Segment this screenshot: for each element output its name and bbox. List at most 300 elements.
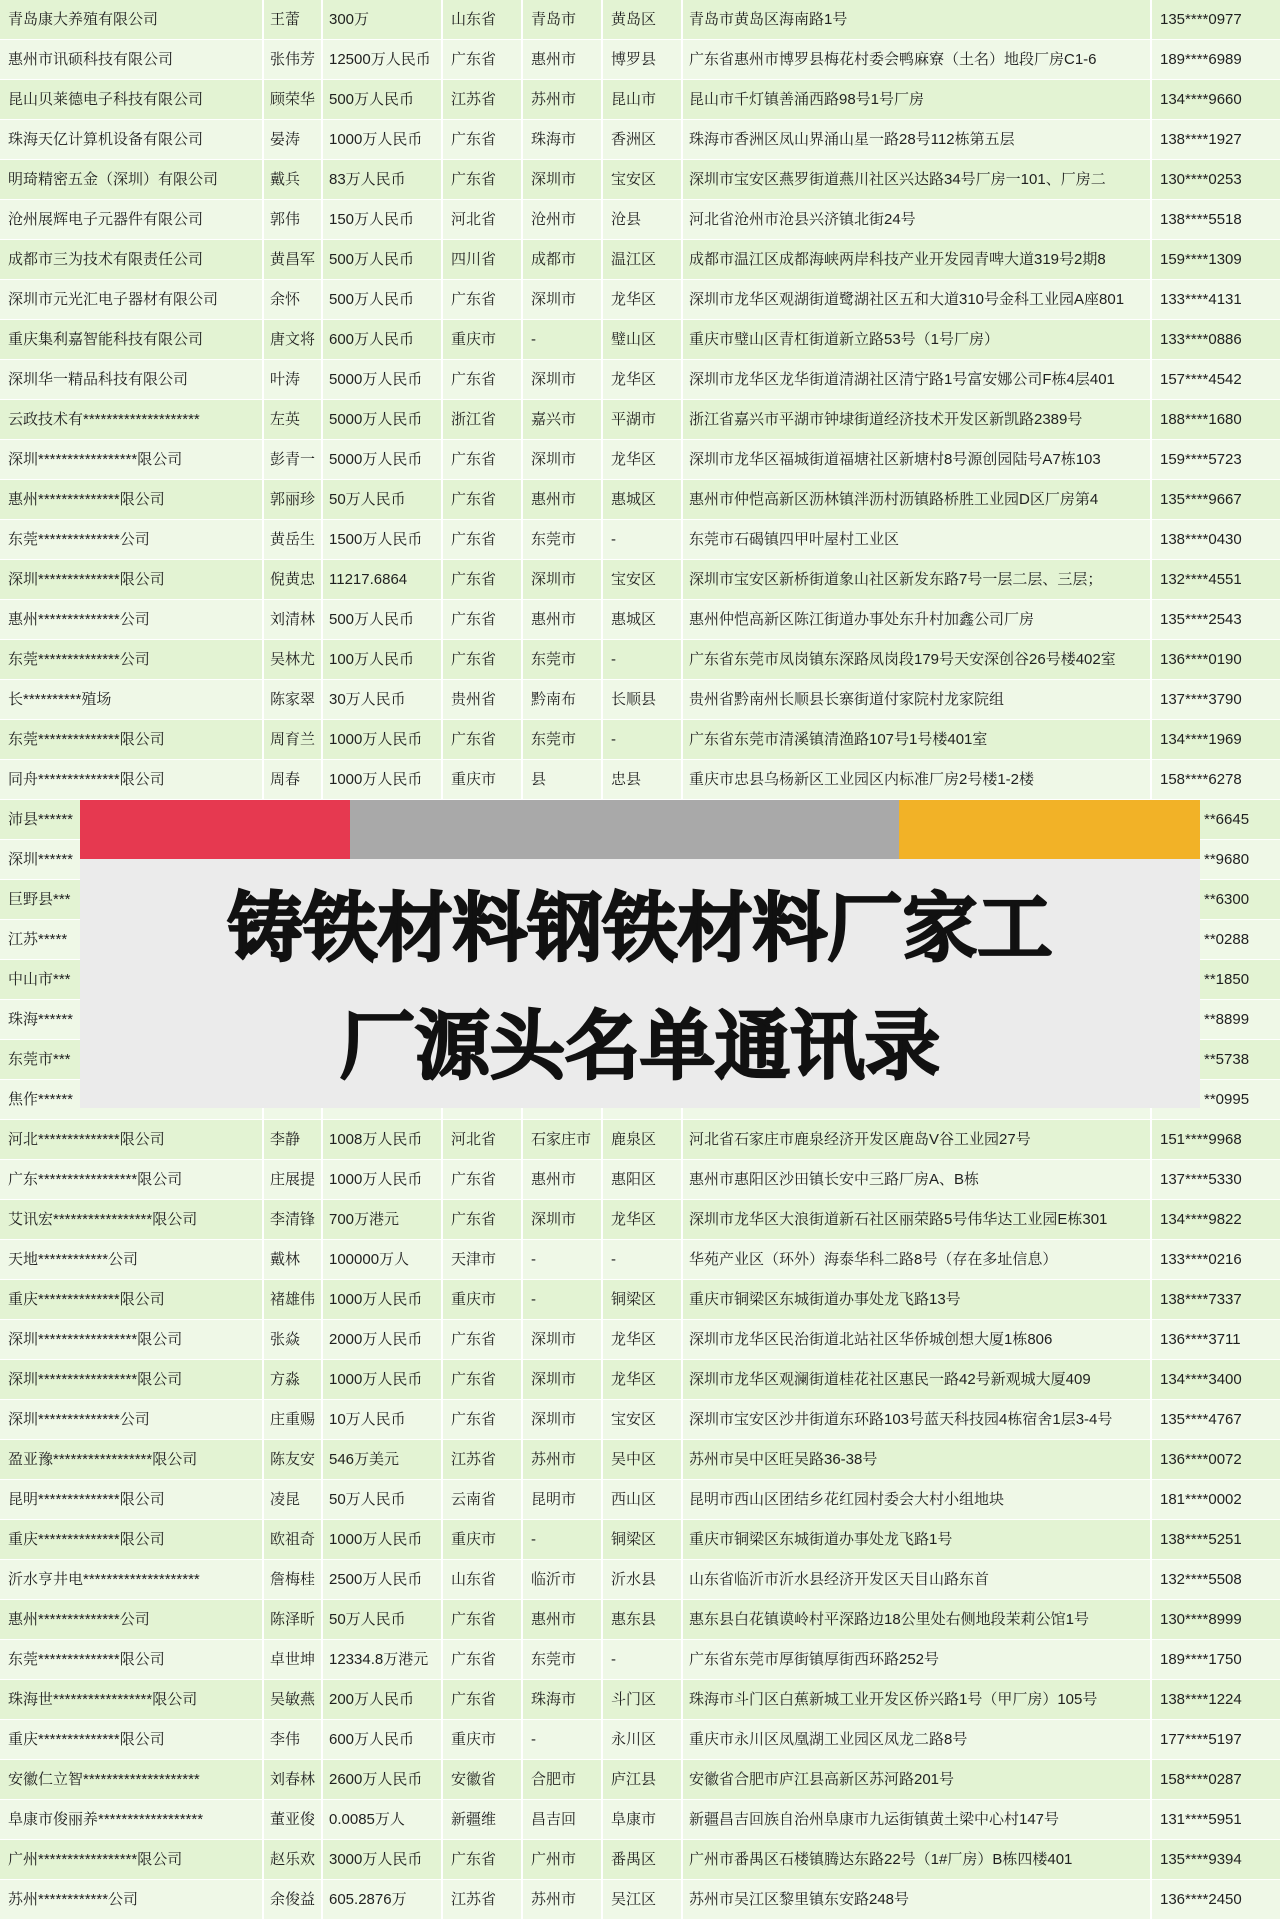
table-row	[0, 1480, 1280, 1520]
province-cell: 广东省	[443, 160, 523, 200]
district-cell: 沧县	[603, 200, 683, 240]
district-cell: 西山区	[603, 1480, 683, 1520]
table-row	[0, 1120, 1280, 1160]
company-cell: 同舟**************限公司	[0, 760, 264, 800]
city-cell: -	[523, 1720, 603, 1760]
table-row	[0, 560, 1280, 600]
province-cell: 广东省	[443, 520, 523, 560]
capital-cell: 1000万人民币	[323, 720, 443, 760]
address-cell: 新疆昌吉回族自治州阜康市九运街镇黄土梁中心村147号	[683, 1800, 1152, 1840]
district-cell: 宝安区	[603, 1400, 683, 1440]
company-cell: 惠州**************限公司	[0, 480, 264, 520]
address-cell: 重庆市璧山区青杠街道新立路53号（1号厂房）	[683, 320, 1152, 360]
city-cell: 深圳市	[523, 160, 603, 200]
company-cell: 安徽仁立智********************	[0, 1760, 264, 1800]
capital-cell: 50万人民币	[323, 1480, 443, 1520]
phone-cell: **9680	[1152, 840, 1280, 880]
city-cell: 深圳市	[523, 1360, 603, 1400]
province-cell: 广东省	[443, 600, 523, 640]
district-cell: 平湖市	[603, 400, 683, 440]
contact-cell: 方淼	[264, 1360, 323, 1400]
address-cell: 昆山市千灯镇善涌西路98号1号厂房	[683, 80, 1152, 120]
company-cell: 重庆集利嘉智能科技有限公司	[0, 320, 264, 360]
address-cell: 深圳市宝安区新桥街道象山社区新发东路7号一层二层、三层；	[683, 560, 1152, 600]
city-cell: 成都市	[523, 240, 603, 280]
phone-cell: 136****2450	[1152, 1880, 1280, 1920]
phone-cell: **6300	[1152, 880, 1280, 920]
address-cell: 东莞市石碣镇四甲叶屋村工业区	[683, 520, 1152, 560]
company-cell: 巨野县***	[0, 880, 264, 920]
contact-cell: 刘清林	[264, 600, 323, 640]
phone-cell: 138****1927	[1152, 120, 1280, 160]
address-cell: 广东省东莞市清溪镇清渔路107号1号楼401室	[683, 720, 1152, 760]
city-cell: 惠州市	[523, 1160, 603, 1200]
company-cell: 深圳华一精品科技有限公司	[0, 360, 264, 400]
district-cell: 斗门区	[603, 1680, 683, 1720]
city-cell: 深圳市	[523, 440, 603, 480]
contact-cell: 陈友安	[264, 1440, 323, 1480]
company-cell: 天地************公司	[0, 1240, 264, 1280]
address-cell: 河北省石家庄市鹿泉经济开发区鹿岛V谷工业园27号	[683, 1120, 1152, 1160]
table-row	[0, 1200, 1280, 1240]
table-row	[0, 120, 1280, 160]
phone-cell: **0288	[1152, 920, 1280, 960]
phone-cell: 158****0287	[1152, 1760, 1280, 1800]
contact-cell: 张伟芳	[264, 40, 323, 80]
phone-cell: 177****5197	[1152, 1720, 1280, 1760]
company-cell: 沛县******	[0, 800, 264, 840]
contact-cell: 黄昌军	[264, 240, 323, 280]
capital-cell: 2500万人民币	[323, 1560, 443, 1600]
contact-cell: 黄岳生	[264, 520, 323, 560]
address-cell: 深圳市龙华区龙华街道清湖社区清宁路1号富安娜公司F栋4层401	[683, 360, 1152, 400]
contact-cell: 晏涛	[264, 120, 323, 160]
province-cell: 江苏省	[443, 80, 523, 120]
table-row	[0, 760, 1280, 800]
city-cell: 昆明市	[523, 1480, 603, 1520]
city-cell: 惠州市	[523, 600, 603, 640]
city-cell: 县	[523, 760, 603, 800]
phone-cell: 135****0977	[1152, 0, 1280, 40]
company-cell: 焦作******	[0, 1080, 264, 1120]
table-row	[0, 1320, 1280, 1360]
title-line-2: 厂源头名单通讯录	[339, 1004, 940, 1088]
table-row	[0, 360, 1280, 400]
contact-cell: 王蕾	[264, 0, 323, 40]
phone-cell: 131****5951	[1152, 1800, 1280, 1840]
address-cell: 深圳市龙华区福城街道福塘社区新塘村8号源创园陆号A7栋103	[683, 440, 1152, 480]
district-cell: 铜梁区	[603, 1520, 683, 1560]
company-cell: 阜康市俊丽养******************	[0, 1800, 264, 1840]
capital-cell: 12334.8万港元	[323, 1640, 443, 1680]
city-cell: 黔南布	[523, 680, 603, 720]
table-row	[0, 280, 1280, 320]
address-cell: 珠海市香洲区凤山界涌山星一路28号112栋第五层	[683, 120, 1152, 160]
address-cell: 苏州市吴中区旺吴路36-38号	[683, 1440, 1152, 1480]
district-cell: 龙华区	[603, 1360, 683, 1400]
district-cell: 惠城区	[603, 600, 683, 640]
contact-cell: 顾荣华	[264, 80, 323, 120]
address-cell: 浙江省嘉兴市平湖市钟埭街道经济技术开发区新凯路2389号	[683, 400, 1152, 440]
phone-cell: 133****0886	[1152, 320, 1280, 360]
address-cell: 青岛市黄岛区海南路1号	[683, 0, 1152, 40]
company-cell: 沂水亨井电********************	[0, 1560, 264, 1600]
contact-cell: 彭青一	[264, 440, 323, 480]
phone-cell: 132****5508	[1152, 1560, 1280, 1600]
table-row	[0, 1280, 1280, 1320]
phone-cell: 138****7337	[1152, 1280, 1280, 1320]
company-cell: 东莞市***	[0, 1040, 264, 1080]
capital-cell: 546万美元	[323, 1440, 443, 1480]
address-cell: 惠州仲恺高新区陈江街道办事处东升村加鑫公司厂房	[683, 600, 1152, 640]
capital-cell: 11217.6864	[323, 560, 443, 600]
company-cell: 云政技术有********************	[0, 400, 264, 440]
district-cell: 惠阳区	[603, 1160, 683, 1200]
capital-cell: 600万人民币	[323, 320, 443, 360]
phone-cell: 135****9667	[1152, 480, 1280, 520]
province-cell: 广东省	[443, 360, 523, 400]
capital-cell: 605.2876万	[323, 1880, 443, 1920]
district-cell: 宝安区	[603, 560, 683, 600]
company-cell: 艾讯宏*****************限公司	[0, 1200, 264, 1240]
capital-cell: 100万人民币	[323, 640, 443, 680]
province-cell: 广东省	[443, 120, 523, 160]
district-cell: 鹿泉区	[603, 1120, 683, 1160]
phone-cell: 135****9394	[1152, 1840, 1280, 1880]
contact-cell: 周育兰	[264, 720, 323, 760]
phone-cell: 157****4542	[1152, 360, 1280, 400]
table-row	[0, 1840, 1280, 1880]
address-cell: 重庆市永川区凤凰湖工业园区凤龙二路8号	[683, 1720, 1152, 1760]
province-cell: 广东省	[443, 280, 523, 320]
contact-cell: 唐文将	[264, 320, 323, 360]
contact-cell: 戴林	[264, 1240, 323, 1280]
phone-cell: 159****5723	[1152, 440, 1280, 480]
city-cell: 广州市	[523, 1840, 603, 1880]
province-cell: 江苏省	[443, 1880, 523, 1920]
capital-cell: 50万人民币	[323, 1600, 443, 1640]
capital-cell: 500万人民币	[323, 600, 443, 640]
contact-cell: 李静	[264, 1120, 323, 1160]
city-cell: 惠州市	[523, 40, 603, 80]
province-cell: 广东省	[443, 1400, 523, 1440]
district-cell: 惠东县	[603, 1600, 683, 1640]
company-cell: 重庆**************限公司	[0, 1720, 264, 1760]
address-cell: 深圳市龙华区观澜街道桂花社区惠民一路42号新观城大厦409	[683, 1360, 1152, 1400]
table-row	[0, 1600, 1280, 1640]
company-cell: 长**********殖场	[0, 680, 264, 720]
contact-cell: 褚雄伟	[264, 1280, 323, 1320]
company-cell: 深圳**************公司	[0, 1400, 264, 1440]
company-cell: 广东*****************限公司	[0, 1160, 264, 1200]
table-row	[0, 240, 1280, 280]
address-cell: 深圳市宝安区沙井街道东环路103号蓝天科技园4栋宿舍1层3-4号	[683, 1400, 1152, 1440]
company-cell: 深圳*****************限公司	[0, 1360, 264, 1400]
address-cell: 深圳市龙华区民治街道北站社区华侨城创想大厦1栋806	[683, 1320, 1152, 1360]
phone-cell: 138****5518	[1152, 200, 1280, 240]
capital-cell: 1000万人民币	[323, 120, 443, 160]
capital-cell: 3000万人民币	[323, 1840, 443, 1880]
table-row	[0, 1400, 1280, 1440]
company-cell: 昆明**************限公司	[0, 1480, 264, 1520]
title-panel	[80, 859, 1200, 1108]
city-cell: 昌吉回	[523, 1800, 603, 1840]
district-cell: 吴中区	[603, 1440, 683, 1480]
province-cell: 山东省	[443, 0, 523, 40]
phone-cell: 137****5330	[1152, 1160, 1280, 1200]
address-cell: 安徽省合肥市庐江县高新区苏河路201号	[683, 1760, 1152, 1800]
city-cell: 深圳市	[523, 280, 603, 320]
province-cell: 广东省	[443, 1320, 523, 1360]
contact-cell: 庄重赐	[264, 1400, 323, 1440]
city-cell: 珠海市	[523, 1680, 603, 1720]
capital-cell: 700万港元	[323, 1200, 443, 1240]
phone-cell: 138****0430	[1152, 520, 1280, 560]
title-banner	[80, 800, 1200, 1108]
company-cell: 重庆**************限公司	[0, 1280, 264, 1320]
address-cell: 惠东县白花镇谟岭村平深路边18公里处右侧地段茉莉公馆1号	[683, 1600, 1152, 1640]
capital-cell: 150万人民币	[323, 200, 443, 240]
phone-cell: 138****5251	[1152, 1520, 1280, 1560]
city-cell: 苏州市	[523, 1880, 603, 1920]
capital-cell: 2000万人民币	[323, 1320, 443, 1360]
district-cell: 吴江区	[603, 1880, 683, 1920]
capital-cell: 5000万人民币	[323, 440, 443, 480]
capital-cell: 500万人民币	[323, 240, 443, 280]
contact-cell: 戴兵	[264, 160, 323, 200]
company-cell: 昆山贝莱德电子科技有限公司	[0, 80, 264, 120]
address-cell: 苏州市吴江区黎里镇东安路248号	[683, 1880, 1152, 1920]
contact-cell: 叶涛	[264, 360, 323, 400]
orange-stripe	[899, 800, 1200, 859]
city-cell: 石家庄市	[523, 1120, 603, 1160]
capital-cell: 1000万人民币	[323, 1160, 443, 1200]
capital-cell: 2600万人民币	[323, 1760, 443, 1800]
address-cell: 深圳市宝安区燕罗街道燕川社区兴达路34号厂房一101、厂房二	[683, 160, 1152, 200]
red-stripe	[80, 800, 350, 859]
province-cell: 重庆市	[443, 760, 523, 800]
address-cell: 深圳市龙华区大浪街道新石社区丽荣路5号伟华达工业园E栋301	[683, 1200, 1152, 1240]
phone-cell: 159****1309	[1152, 240, 1280, 280]
contact-cell: 庄展提	[264, 1160, 323, 1200]
contact-cell: 倪黄忠	[264, 560, 323, 600]
table-row	[0, 1640, 1280, 1680]
phone-cell: 189****6989	[1152, 40, 1280, 80]
capital-cell: 500万人民币	[323, 80, 443, 120]
city-cell: 惠州市	[523, 1600, 603, 1640]
phone-cell: 130****8999	[1152, 1600, 1280, 1640]
company-cell: 青岛康大养殖有限公司	[0, 0, 264, 40]
table-row	[0, 400, 1280, 440]
province-cell: 重庆市	[443, 1280, 523, 1320]
table-row	[0, 1520, 1280, 1560]
district-cell: 龙华区	[603, 360, 683, 400]
phone-cell: 132****4551	[1152, 560, 1280, 600]
company-cell: 深圳*****************限公司	[0, 440, 264, 480]
province-cell: 新疆维	[443, 1800, 523, 1840]
table-row	[0, 160, 1280, 200]
district-cell: -	[603, 1240, 683, 1280]
district-cell: 璧山区	[603, 320, 683, 360]
district-cell: 博罗县	[603, 40, 683, 80]
phone-cell: 130****0253	[1152, 160, 1280, 200]
company-cell: 惠州**************公司	[0, 1600, 264, 1640]
table-row	[0, 720, 1280, 760]
contact-cell: 董亚俊	[264, 1800, 323, 1840]
company-cell: 东莞**************公司	[0, 640, 264, 680]
district-cell: 长顺县	[603, 680, 683, 720]
province-cell: 重庆市	[443, 1720, 523, 1760]
district-cell: 黄岛区	[603, 0, 683, 40]
gray-stripe	[350, 800, 899, 859]
company-cell: 东莞**************公司	[0, 520, 264, 560]
address-cell: 昆明市西山区团结乡花红园村委会大村小组地块	[683, 1480, 1152, 1520]
province-cell: 广东省	[443, 1200, 523, 1240]
contact-cell: 赵乐欢	[264, 1840, 323, 1880]
company-cell: 深圳*****************限公司	[0, 1320, 264, 1360]
contact-cell: 张焱	[264, 1320, 323, 1360]
district-cell: 永川区	[603, 1720, 683, 1760]
district-cell: 阜康市	[603, 1800, 683, 1840]
company-cell: 珠海天亿计算机设备有限公司	[0, 120, 264, 160]
address-cell: 华苑产业区（环外）海泰华科二路8号（存在多址信息）	[683, 1240, 1152, 1280]
district-cell: -	[603, 1640, 683, 1680]
company-cell: 广州*****************限公司	[0, 1840, 264, 1880]
contact-cell: 陈家翠	[264, 680, 323, 720]
city-cell: 深圳市	[523, 560, 603, 600]
capital-cell: 1500万人民币	[323, 520, 443, 560]
district-cell: 龙华区	[603, 1200, 683, 1240]
table-row	[0, 520, 1280, 560]
city-cell: 临沂市	[523, 1560, 603, 1600]
capital-cell: 1000万人民币	[323, 1520, 443, 1560]
phone-cell: 134****9660	[1152, 80, 1280, 120]
table-row	[0, 1720, 1280, 1760]
contact-cell: 凌昆	[264, 1480, 323, 1520]
province-cell: 天津市	[443, 1240, 523, 1280]
table-row	[0, 1800, 1280, 1840]
phone-cell: 133****0216	[1152, 1240, 1280, 1280]
company-cell: 东莞**************限公司	[0, 720, 264, 760]
contact-cell: 余怀	[264, 280, 323, 320]
table-row	[0, 1160, 1280, 1200]
province-cell: 浙江省	[443, 400, 523, 440]
phone-cell: **8899	[1152, 1000, 1280, 1040]
table-row	[0, 0, 1280, 40]
address-cell: 深圳市龙华区观湖街道鹭湖社区五和大道310号金科工业园A座801	[683, 280, 1152, 320]
province-cell: 贵州省	[443, 680, 523, 720]
capital-cell: 83万人民币	[323, 160, 443, 200]
phone-cell: 137****3790	[1152, 680, 1280, 720]
phone-cell: 134****1969	[1152, 720, 1280, 760]
capital-cell: 0.0085万人	[323, 1800, 443, 1840]
phone-cell: 136****3711	[1152, 1320, 1280, 1360]
capital-cell: 1000万人民币	[323, 1280, 443, 1320]
contact-cell: 左英	[264, 400, 323, 440]
contact-cell: 李清锋	[264, 1200, 323, 1240]
capital-cell: 12500万人民币	[323, 40, 443, 80]
district-cell: 温江区	[603, 240, 683, 280]
city-cell: 深圳市	[523, 360, 603, 400]
province-cell: 广东省	[443, 1600, 523, 1640]
province-cell: 广东省	[443, 1840, 523, 1880]
company-cell: 苏州************公司	[0, 1880, 264, 1920]
contact-cell: 卓世坤	[264, 1640, 323, 1680]
capital-cell: 200万人民币	[323, 1680, 443, 1720]
phone-cell: 135****2543	[1152, 600, 1280, 640]
phone-cell: 136****0072	[1152, 1440, 1280, 1480]
phone-cell: **6645	[1152, 800, 1280, 840]
capital-cell: 30万人民币	[323, 680, 443, 720]
company-cell: 成都市三为技术有限责任公司	[0, 240, 264, 280]
contact-cell: 刘春林	[264, 1760, 323, 1800]
city-cell: -	[523, 1520, 603, 1560]
capital-cell: 1008万人民币	[323, 1120, 443, 1160]
district-cell: 昆山市	[603, 80, 683, 120]
phone-cell: 181****0002	[1152, 1480, 1280, 1520]
company-cell: 河北**************限公司	[0, 1120, 264, 1160]
address-cell: 惠州市仲恺高新区沥林镇泮沥村沥镇路桥胜工业园D区厂房第4	[683, 480, 1152, 520]
city-cell: -	[523, 320, 603, 360]
district-cell: 沂水县	[603, 1560, 683, 1600]
phone-cell: 188****1680	[1152, 400, 1280, 440]
company-cell: 东莞**************限公司	[0, 1640, 264, 1680]
company-cell: 珠海世*****************限公司	[0, 1680, 264, 1720]
address-cell: 成都市温江区成都海峡两岸科技产业开发园青啤大道319号2期8	[683, 240, 1152, 280]
company-cell: 深圳市元光汇电子器材有限公司	[0, 280, 264, 320]
company-cell: 珠海******	[0, 1000, 264, 1040]
phone-cell: 133****4131	[1152, 280, 1280, 320]
phone-cell: 189****1750	[1152, 1640, 1280, 1680]
table-row	[0, 680, 1280, 720]
company-cell: 盈亚豫*****************限公司	[0, 1440, 264, 1480]
province-cell: 四川省	[443, 240, 523, 280]
city-cell: 珠海市	[523, 120, 603, 160]
capital-cell: 50万人民币	[323, 480, 443, 520]
district-cell: 宝安区	[603, 160, 683, 200]
address-cell: 广东省东莞市厚街镇厚街西环路252号	[683, 1640, 1152, 1680]
table-row	[0, 80, 1280, 120]
table-row	[0, 640, 1280, 680]
contact-cell: 李伟	[264, 1720, 323, 1760]
city-cell: 东莞市	[523, 640, 603, 680]
phone-cell: 158****6278	[1152, 760, 1280, 800]
city-cell: 东莞市	[523, 520, 603, 560]
phone-cell: **5738	[1152, 1040, 1280, 1080]
company-cell: 惠州市讯硕科技有限公司	[0, 40, 264, 80]
province-cell: 广东省	[443, 1680, 523, 1720]
capital-cell: 600万人民币	[323, 1720, 443, 1760]
company-cell: 中山市***	[0, 960, 264, 1000]
district-cell: 惠城区	[603, 480, 683, 520]
city-cell: 沧州市	[523, 200, 603, 240]
province-cell: 河北省	[443, 200, 523, 240]
address-cell: 珠海市斗门区白蕉新城工业开发区侨兴路1号（甲厂房）105号	[683, 1680, 1152, 1720]
province-cell: 云南省	[443, 1480, 523, 1520]
address-cell: 广东省东莞市凤岗镇东深路凤岗段179号天安深创谷26号楼402室	[683, 640, 1152, 680]
address-cell: 惠州市惠阳区沙田镇长安中三路厂房A、B栋	[683, 1160, 1152, 1200]
contact-cell: 郭伟	[264, 200, 323, 240]
district-cell: 龙华区	[603, 280, 683, 320]
city-cell: 东莞市	[523, 720, 603, 760]
city-cell: 惠州市	[523, 480, 603, 520]
capital-cell: 1000万人民币	[323, 1360, 443, 1400]
table-row	[0, 1760, 1280, 1800]
district-cell: 庐江县	[603, 1760, 683, 1800]
color-stripe	[80, 800, 1200, 859]
table-row	[0, 480, 1280, 520]
city-cell: 苏州市	[523, 80, 603, 120]
